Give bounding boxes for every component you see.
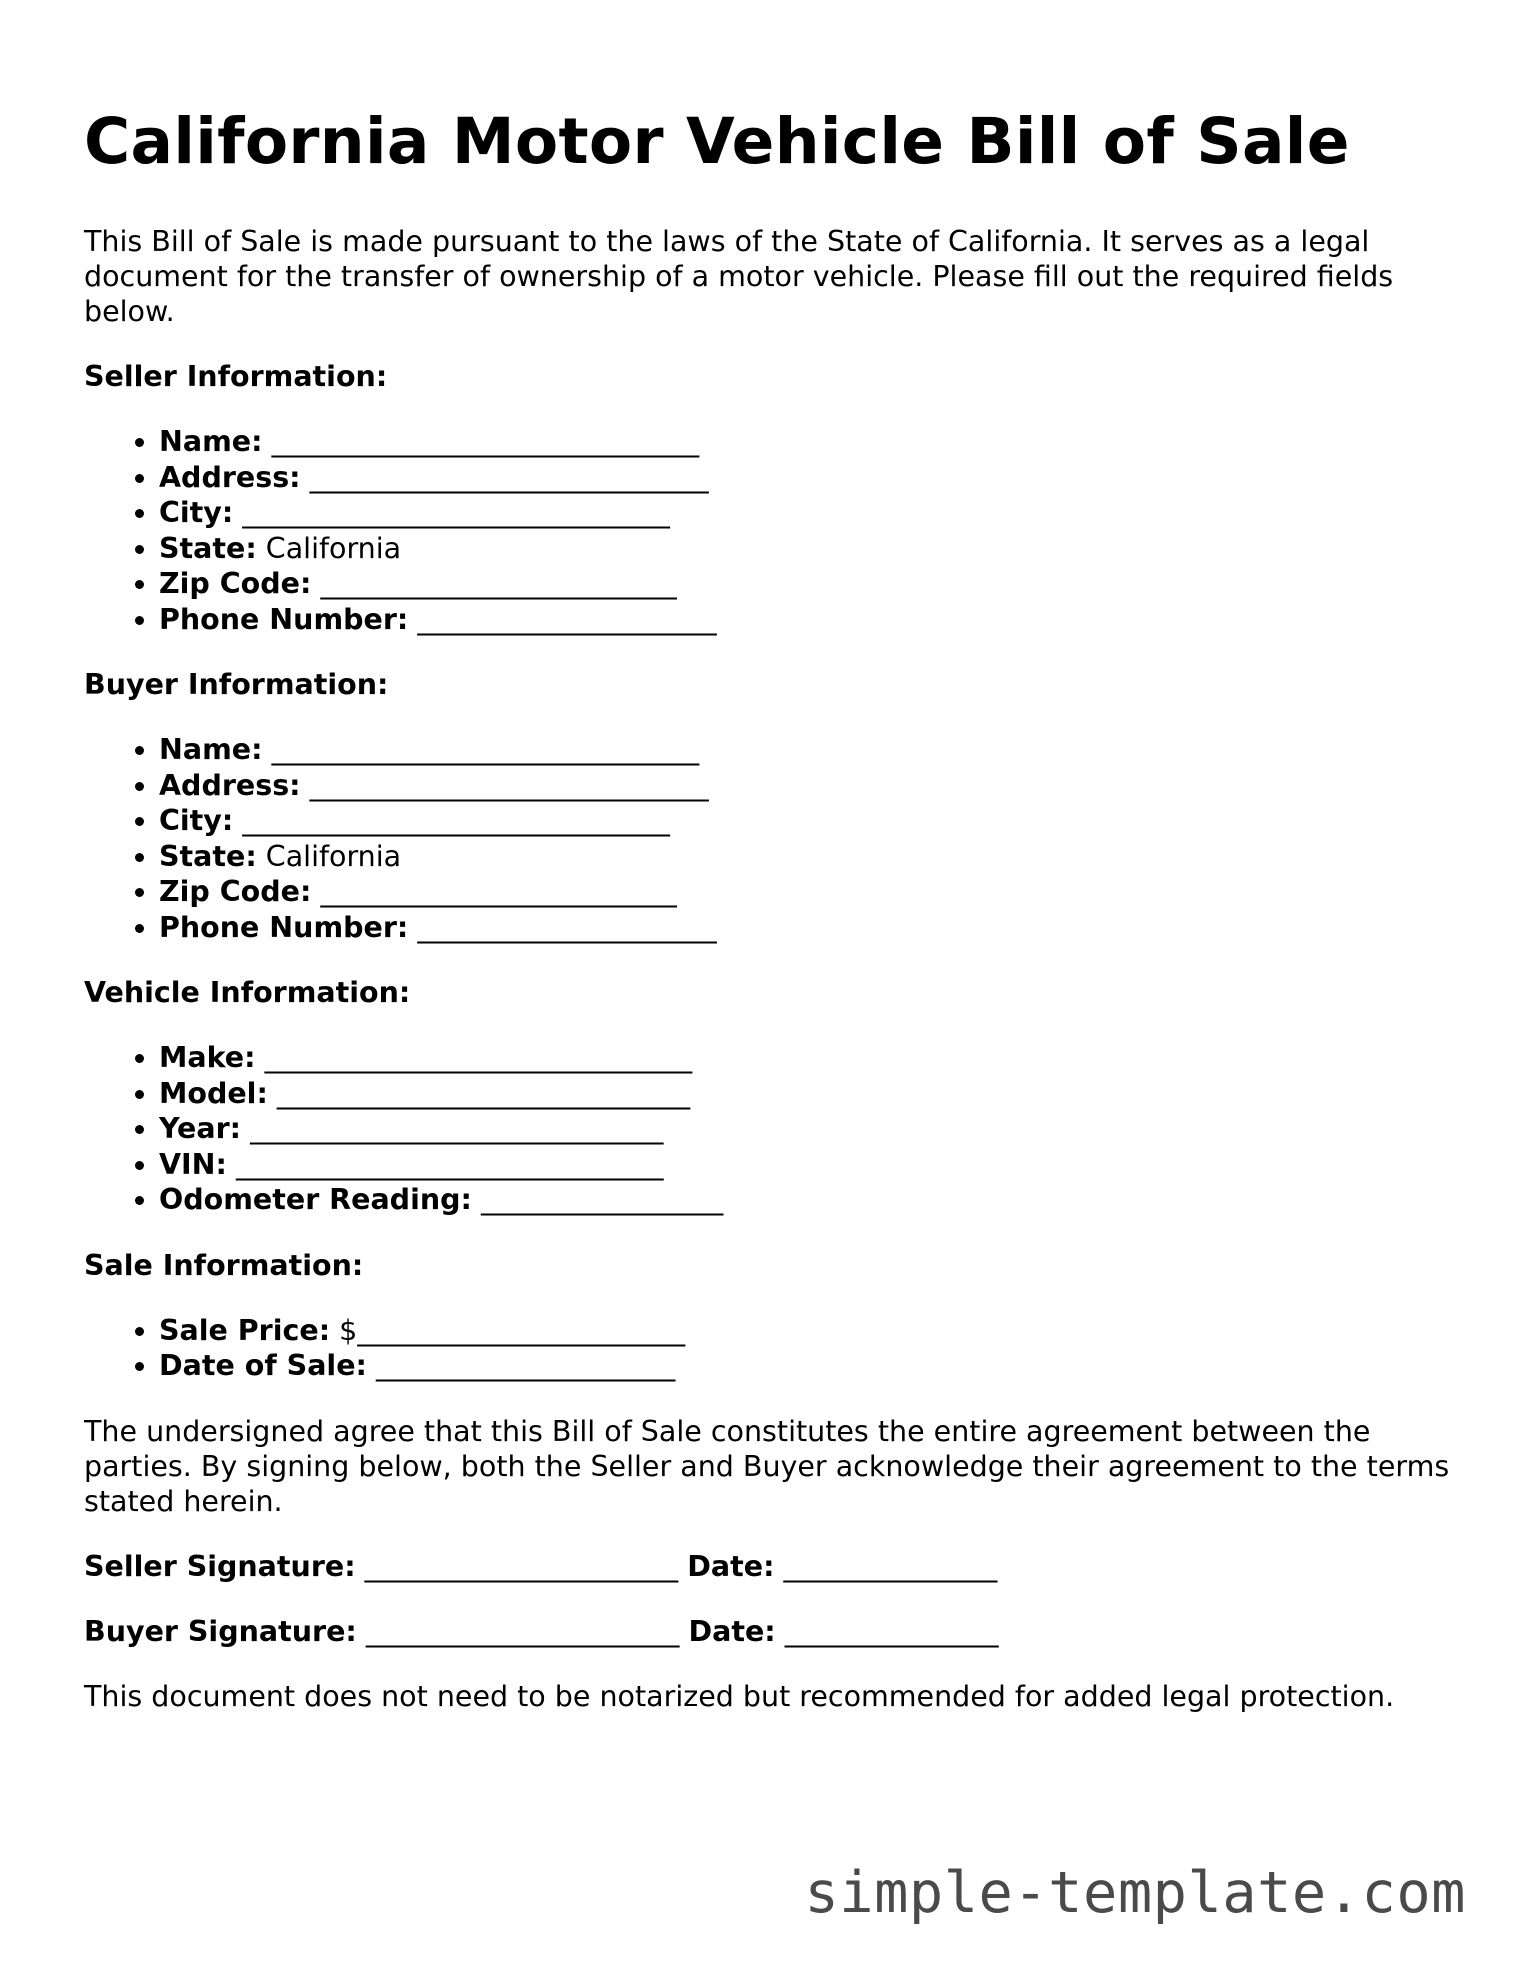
field-blank: _____________________ — [408, 910, 717, 944]
field-value: California — [256, 531, 402, 565]
field-label: Model: — [159, 1076, 268, 1110]
field-label: Address: — [159, 768, 301, 802]
buyer-zip-field[interactable] — [159, 874, 1464, 910]
field-blank: ______________________________ — [262, 733, 700, 766]
field-blank: ______________________________ — [255, 1041, 693, 1074]
vehicle-year-field[interactable] — [159, 1111, 1464, 1147]
seller-zip-field[interactable] — [159, 566, 1464, 602]
seller-address-field[interactable] — [159, 460, 1464, 496]
field-label: VIN: — [159, 1147, 227, 1181]
buyer-name-field[interactable] — [159, 732, 1464, 768]
seller-city-field[interactable] — [159, 495, 1464, 531]
field-label: Date of Sale: — [159, 1349, 367, 1382]
field-label: Year: — [159, 1112, 242, 1145]
buyer-city-field[interactable] — [159, 803, 1464, 839]
field-label: Sale Price: — [159, 1313, 331, 1347]
field-blank: _________________________ — [311, 875, 677, 908]
seller-signature-label: Seller Signature: — [84, 1549, 356, 1583]
sale-field-list — [84, 1313, 1464, 1384]
buyer-state-field — [159, 839, 1464, 875]
field-blank: _________________________ — [311, 567, 677, 600]
sale-date-field[interactable] — [159, 1348, 1464, 1384]
field-blank: _____________________ — [408, 602, 717, 636]
seller-state-field — [159, 531, 1464, 567]
seller-name-field[interactable] — [159, 424, 1464, 460]
bill-of-sale-document — [84, 100, 1464, 1714]
field-label: City: — [159, 496, 234, 529]
buyer-section-heading: Buyer Information: — [84, 668, 389, 701]
field-blank: ______________________________ — [233, 804, 670, 837]
buyer-signature-blank: ______________________ — [356, 1614, 689, 1648]
field-label: State: — [159, 839, 257, 873]
field-label: City: — [159, 804, 234, 837]
field-blank: ____________________________ — [300, 768, 709, 802]
seller-field-list — [84, 424, 1464, 637]
buyer-signature-label: Buyer Signature: — [84, 1614, 357, 1648]
field-blank: ______________________________ — [233, 496, 670, 529]
field-value: California — [256, 839, 402, 873]
seller-signature-blank: ______________________ — [355, 1549, 688, 1583]
vehicle-model-field[interactable] — [159, 1076, 1464, 1112]
seller-section-heading: Seller Information: — [84, 360, 388, 393]
vehicle-section-heading: Vehicle Information: — [84, 976, 411, 1009]
field-label: Phone Number: — [159, 602, 409, 636]
field-blank: _____________________________ — [241, 1112, 664, 1145]
seller-phone-field[interactable] — [159, 602, 1464, 638]
buyer-date-blank: _______________ — [775, 1614, 999, 1648]
document-title: California Motor Vehicle Bill of Sale — [84, 105, 1350, 178]
notarization-notice: This document does not need to be notarized but recommended for added legal protection. — [84, 1679, 1395, 1713]
field-label: Zip Code: — [159, 875, 312, 908]
buyer-address-field[interactable] — [159, 768, 1464, 804]
field-blank: _____________________________ — [267, 1076, 691, 1110]
agreement-paragraph: The undersigned agree that this Bill of Sale constitutes the entire agreement between the parties. By signing below, both the Seller and Buyer acknowledge their agreement to the terms stated herein. — [84, 1414, 1450, 1518]
sale-section-heading: Sale Information: — [84, 1248, 364, 1282]
seller-date-blank: _______________ — [774, 1549, 998, 1583]
buyer-date-label: Date: — [688, 1614, 776, 1648]
site-watermark: simple-template.com — [804, 1860, 1466, 1926]
buyer-signature-line[interactable] — [84, 1614, 1464, 1649]
field-label: Phone Number: — [159, 910, 409, 944]
field-label: Address: — [159, 460, 301, 494]
field-label: Name: — [159, 425, 263, 458]
vehicle-make-field[interactable] — [159, 1040, 1464, 1076]
sale-price-field[interactable] — [159, 1313, 1464, 1349]
buyer-phone-field[interactable] — [159, 910, 1464, 946]
field-label: State: — [159, 531, 257, 565]
field-label: Make: — [159, 1041, 256, 1074]
seller-date-label: Date: — [687, 1549, 775, 1583]
vehicle-field-list — [84, 1040, 1464, 1218]
field-blank: _____________________ — [366, 1349, 676, 1382]
field-label: Name: — [159, 733, 263, 766]
field-label: Zip Code: — [159, 567, 312, 600]
field-label: Odometer Reading: — [159, 1183, 472, 1216]
seller-signature-line[interactable] — [84, 1549, 1464, 1584]
intro-paragraph: This Bill of Sale is made pursuant to the laws of the State of California. It serves as a legal document for the transfer of ownership of a motor vehicle. Please fill out the required fields below. — [84, 225, 1394, 328]
buyer-field-list — [84, 732, 1464, 945]
vehicle-odometer-field[interactable] — [159, 1182, 1464, 1218]
field-blank: _________________ — [471, 1183, 724, 1216]
field-blank: ______________________________ — [262, 425, 700, 458]
field-blank: ____________________________ — [300, 460, 709, 494]
field-blank: $_______________________ — [330, 1313, 686, 1347]
field-blank: ______________________________ — [226, 1147, 664, 1181]
vehicle-vin-field[interactable] — [159, 1147, 1464, 1183]
